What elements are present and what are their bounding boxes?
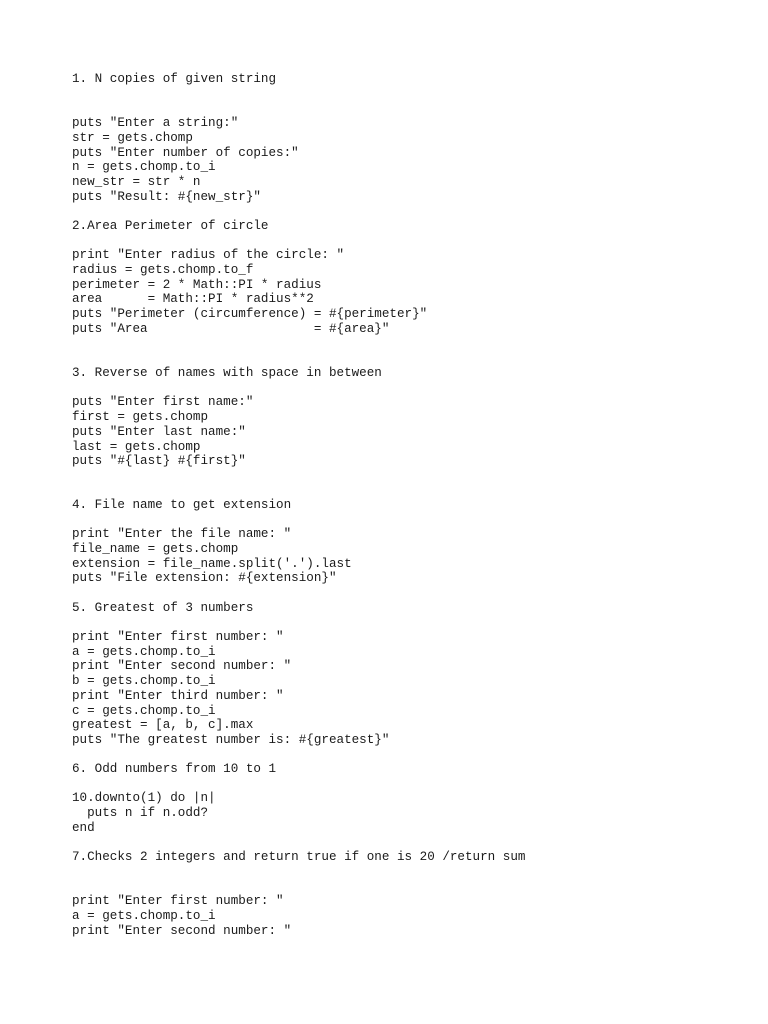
code-line: extension = file_name.split('.').last bbox=[72, 557, 352, 571]
code-line: n = gets.chomp.to_i bbox=[72, 160, 216, 174]
code-line: puts "Enter last name:" bbox=[72, 425, 246, 439]
code-line: 10.downto(1) do |n| bbox=[72, 791, 216, 805]
code-line: puts "Perimeter (circumference) = #{perimeter}" bbox=[72, 307, 428, 321]
code-line: puts "The greatest number is: #{greatest}" bbox=[72, 733, 390, 747]
code-line: print "Enter first number: " bbox=[72, 894, 284, 908]
code-line: greatest = [a, b, c].max bbox=[72, 718, 254, 732]
section-heading: 2.Area Perimeter of circle bbox=[72, 219, 269, 233]
code-line: str = gets.chomp bbox=[72, 131, 193, 145]
code-line: last = gets.chomp bbox=[72, 440, 201, 454]
code-line: end bbox=[72, 821, 95, 835]
code-line: puts "Area = #{area}" bbox=[72, 322, 390, 336]
code-line: radius = gets.chomp.to_f bbox=[72, 263, 254, 277]
code-line: puts n if n.odd? bbox=[72, 806, 209, 820]
section-heading: 3. Reverse of names with space in between bbox=[72, 366, 382, 380]
code-line: a = gets.chomp.to_i bbox=[72, 645, 216, 659]
code-line: puts "#{last} #{first}" bbox=[72, 454, 246, 468]
code-line: print "Enter first number: " bbox=[72, 630, 284, 644]
code-line: puts "Result: #{new_str}" bbox=[72, 190, 261, 204]
section-heading: 1. N copies of given string bbox=[72, 72, 277, 86]
code-line: print "Enter radius of the circle: " bbox=[72, 248, 345, 262]
section-heading: 6. Odd numbers from 10 to 1 bbox=[72, 762, 277, 776]
code-line: print "Enter second number: " bbox=[72, 659, 292, 673]
code-line: new_str = str * n bbox=[72, 175, 201, 189]
section-heading: 5. Greatest of 3 numbers bbox=[72, 601, 254, 615]
code-line: c = gets.chomp.to_i bbox=[72, 704, 216, 718]
code-line: print "Enter the file name: " bbox=[72, 527, 292, 541]
section-heading: 4. File name to get extension bbox=[72, 498, 292, 512]
code-line: print "Enter second number: " bbox=[72, 924, 292, 938]
code-line: print "Enter third number: " bbox=[72, 689, 284, 703]
code-line: first = gets.chomp bbox=[72, 410, 209, 424]
code-line: puts "Enter first name:" bbox=[72, 395, 254, 409]
code-line: file_name = gets.chomp bbox=[72, 542, 239, 556]
section-heading: 7.Checks 2 integers and return true if one is 20 /return sum bbox=[72, 850, 526, 864]
code-line: puts "Enter a string:" bbox=[72, 116, 239, 130]
code-line: puts "File extension: #{extension}" bbox=[72, 571, 337, 585]
code-line: area = Math::PI * radius**2 bbox=[72, 292, 314, 306]
code-line: b = gets.chomp.to_i bbox=[72, 674, 216, 688]
code-line: a = gets.chomp.to_i bbox=[72, 909, 216, 923]
code-line: puts "Enter number of copies:" bbox=[72, 146, 299, 160]
code-line: perimeter = 2 * Math::PI * radius bbox=[72, 278, 322, 292]
